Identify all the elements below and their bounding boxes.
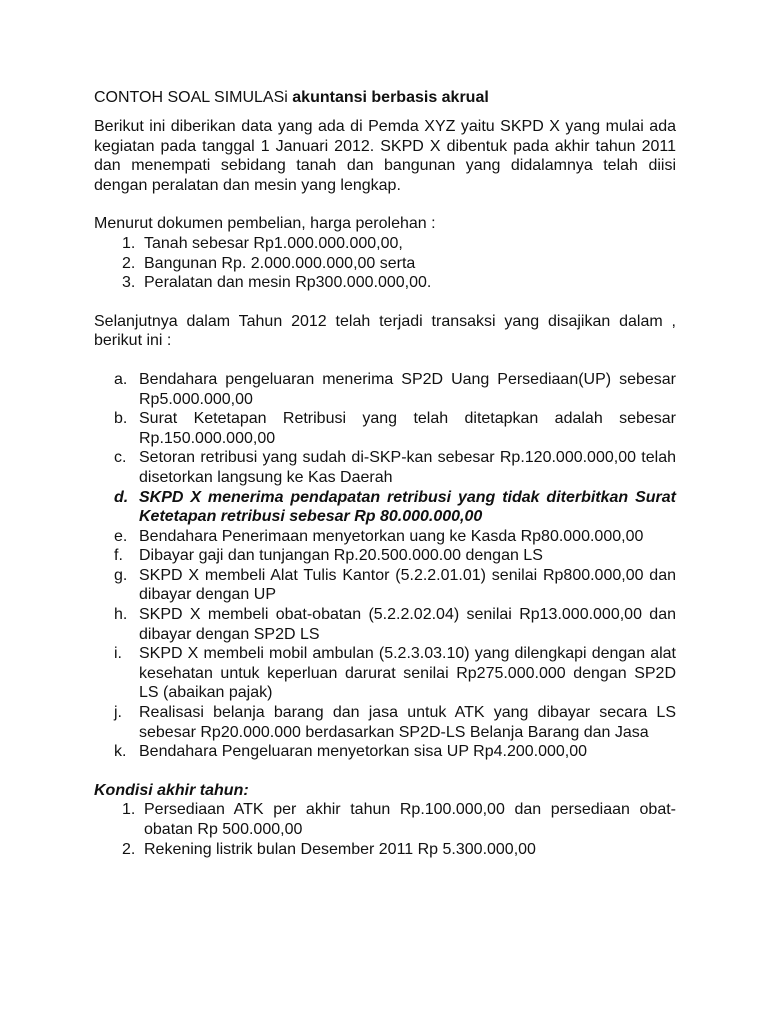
list-item-text: Realisasi belanja barang dan jasa untuk ATK yang dibayar secara LS sebesar Rp20.000.000 berdasarkan SP2D-LS Belanja Barang dan Jasa [139,704,676,741]
intro-paragraph: Berikut ini diberikan data yang ada di Pemda XYZ yaitu SKPD X yang mulai ada kegiatan pada tanggal 1 Januari 2012. SKPD X dibentuk pada akhir tahun 2011 dan menempati sebidang tanah dan bangunan yang didalamnya telah diisi dengan peralatan dan mesin yang lengkap. [94,118,676,194]
transactions-intro: Selanjutnya dalam Tahun 2012 telah terjadi transaksi yang disajikan dalam , berikut ini : [94,312,676,350]
list-marker: b. [114,410,128,428]
list-item-text: Bendahara Penerimaan menyetorkan uang ke Kasda Rp80.000.000,00 [139,527,644,545]
list-item-text: SKPD X membeli obat-obatan (5.2.2.02.04) senilai Rp13.000.000,00 dan dibayar dengan SP2D LS [139,606,676,643]
list-marker: 1. [122,801,136,819]
list-marker: g. [114,566,128,584]
document-page [94,88,676,859]
list-item-text: Surat Ketetapan Retribusi yang telah ditetapkan adalah sebesar Rp.150.000.000,00 [139,410,676,447]
list-item-text: SKPD X membeli mobil ambulan (5.2.3.03.10) yang dilengkapi dengan alat kesehatan untuk keperluan darurat senilai Rp275.000.000 dengan SP2D LS (abaikan pajak) [139,645,676,702]
list-item [94,234,676,254]
list-marker: 2. [122,254,136,272]
list-item-text: Peralatan dan mesin Rp300.000.000,00. [144,274,432,292]
list-marker: d. [114,488,129,506]
list-marker: 1. [122,234,136,252]
list-item-text: Bendahara pengeluaran menerima SP2D Uang Persediaan(UP) sebesar Rp5.000.000,00 [139,370,676,408]
list-item [94,527,676,547]
list-item-text: Persediaan ATK per akhir tahun Rp.100.000,00 dan persediaan obat-obatan Rp 500.000,00 [144,801,676,838]
list-item [94,370,676,409]
year-end-heading: Kondisi akhir tahun: [94,781,249,799]
list-item [94,742,676,762]
list-item-text: Dibayar gaji dan tunjangan Rp.20.500.000.00 dengan LS [139,547,543,565]
list-marker: j. [114,704,122,722]
list-item [94,273,676,293]
list-marker: h. [114,606,128,624]
list-item [94,566,676,605]
list-item [94,800,676,839]
list-item [94,605,676,644]
list-item-text: Bangunan Rp. 2.000.000.000,00 serta [144,254,416,272]
list-item-text: SKPD X membeli Alat Tulis Kantor (5.2.2.01.01) senilai Rp800.000,00 dan dibayar dengan UP [139,566,676,604]
list-item [94,409,676,448]
list-item [94,448,676,487]
list-item-text: Setoran retribusi yang sudah di-SKP-kan sebesar Rp.120.000.000,00 telah disetorkan langsung ke Kas Daerah [139,449,676,486]
list-marker: f. [114,547,123,565]
purchase-list [94,234,676,293]
document-title [94,88,676,108]
title-plain: CONTOH SOAL SIMULASi [94,89,293,106]
list-marker: 2. [122,840,136,858]
list-marker: k. [114,743,127,761]
list-marker: a. [114,370,128,388]
list-item-text: Bendahara Pengeluaran menyetorkan sisa UP Rp4.200.000,00 [139,743,588,761]
year-end-list [94,800,676,859]
list-item-text: Tanah sebesar Rp1.000.000.000,00, [144,234,403,252]
list-item [94,703,676,742]
list-item-text: SKPD X menerima pendapatan retribusi yang tidak diterbitkan Surat Ketetapan retribusi sebesar Rp 80.000.000,00 [139,488,676,526]
list-item-text: Rekening listrik bulan Desember 2011 Rp 5.300.000,00 [144,840,536,858]
list-item [94,546,676,566]
list-item [94,644,676,703]
title-bold: akuntansi berbasis akrual [292,89,489,106]
purchase-intro: Menurut dokumen pembelian, harga perolehan : [94,215,436,233]
list-item [94,254,676,274]
list-item [94,840,676,860]
list-item-emphasized [94,488,676,527]
list-marker: c. [114,449,127,467]
list-marker: i. [114,645,122,663]
list-marker: 3. [122,274,136,292]
transactions-list [94,370,676,762]
list-marker: e. [114,527,128,545]
